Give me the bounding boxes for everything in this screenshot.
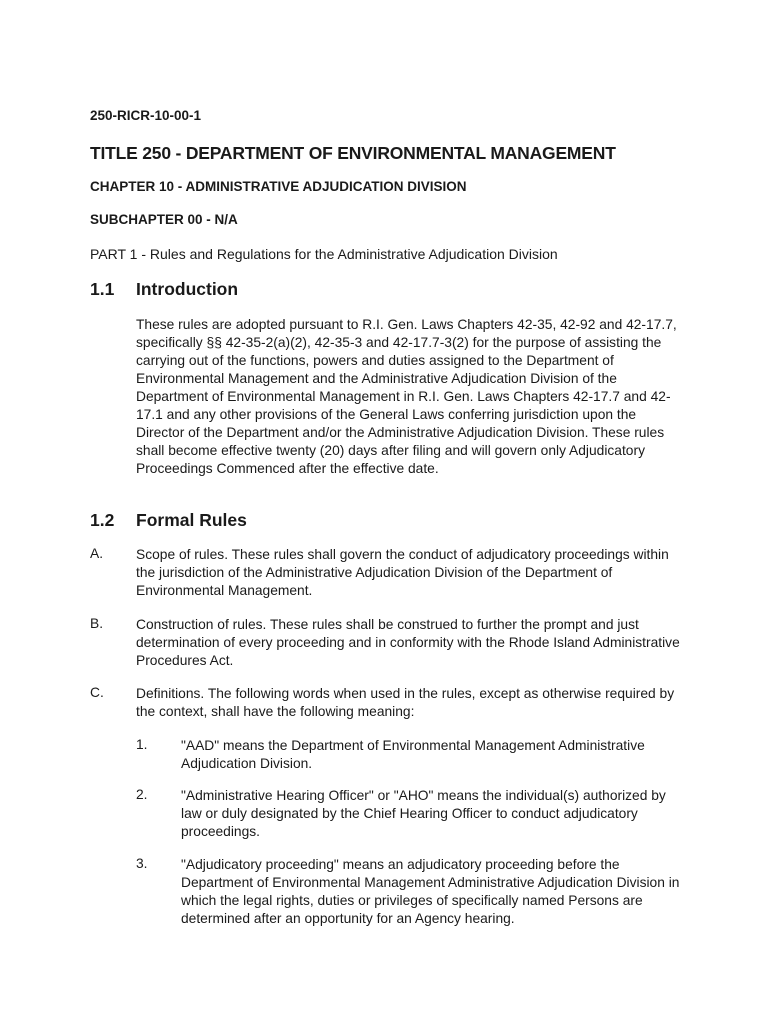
section-title: Introduction — [136, 279, 239, 299]
definition-text: "AAD" means the Department of Environmental Management Administrative Adjudication Division. — [181, 738, 645, 771]
sublist-marker: 2. — [136, 787, 148, 802]
section-title: Formal Rules — [136, 510, 247, 530]
rule-id: 250-RICR-10-00-1 — [90, 108, 202, 123]
sublist-marker: 1. — [136, 737, 148, 752]
section-number: 1.2 — [90, 510, 115, 530]
list-item-text: Scope of rules. These rules shall govern the conduct of adjudicatory proceedings within the jurisdiction of the Administrative Adjudication Division of the Department of Environmental Management. — [136, 547, 669, 598]
list-marker: C. — [90, 685, 104, 700]
definition-text: "Adjudicatory proceeding" means an adjudicatory proceeding before the Department of Environmental Management Administrative Adjudication Division in which the legal rights, duties or privileges of specifically named Persons are determined after an opportunity for an Agency hearing. — [181, 857, 680, 926]
list-item-text: Construction of rules. These rules shall be construed to further the prompt and just determination of every proceeding and in conformity with the Rhode Island Administrative Procedures Act. — [136, 617, 680, 668]
chapter-heading: CHAPTER 10 - ADMINISTRATIVE ADJUDICATION DIVISION — [90, 179, 467, 194]
list-marker: A. — [90, 546, 104, 561]
list-marker: B. — [90, 616, 104, 631]
definition-text: "Administrative Hearing Officer" or "AHO" means the individual(s) authorized by law or duly designated by the Chief Hearing Officer to conduct adjudicatory proceedings. — [181, 788, 666, 839]
sublist-marker: 3. — [136, 856, 148, 871]
list-item-text: Definitions. The following words when used in the rules, except as otherwise required by the context, shall have the following meaning: — [136, 686, 675, 719]
subchapter-heading: SUBCHAPTER 00 - N/A — [90, 212, 238, 227]
part-heading: PART 1 - Rules and Regulations for the Administrative Adjudication Division — [90, 246, 558, 262]
document-title: TITLE 250 - DEPARTMENT OF ENVIRONMENTAL MANAGEMENT — [90, 143, 616, 163]
section-paragraph: These rules are adopted pursuant to R.I. Gen. Laws Chapters 42-35, 42-92 and 42-17.7, specifically §§ 42-35-2(a)(2), 42-35-3 and 42-17.7-3(2) for the purpose of assisting the carrying out of the functions, powers and duties assigned to the Department of Environmental Management and the Administrative Adjudication Division of the Department of Environmental Management in R.I. Gen. Laws Chapters 42-17.7 and 42-17.1 and any other provisions of the General Laws conferring jurisdiction upon the Director of the Department and/or the Administrative Adjudication Division. These rules shall become effective twenty (20) days after filing and will govern only Adjudicatory Proceedings Commenced after the effective date. — [136, 317, 677, 476]
section-number: 1.1 — [90, 279, 115, 299]
